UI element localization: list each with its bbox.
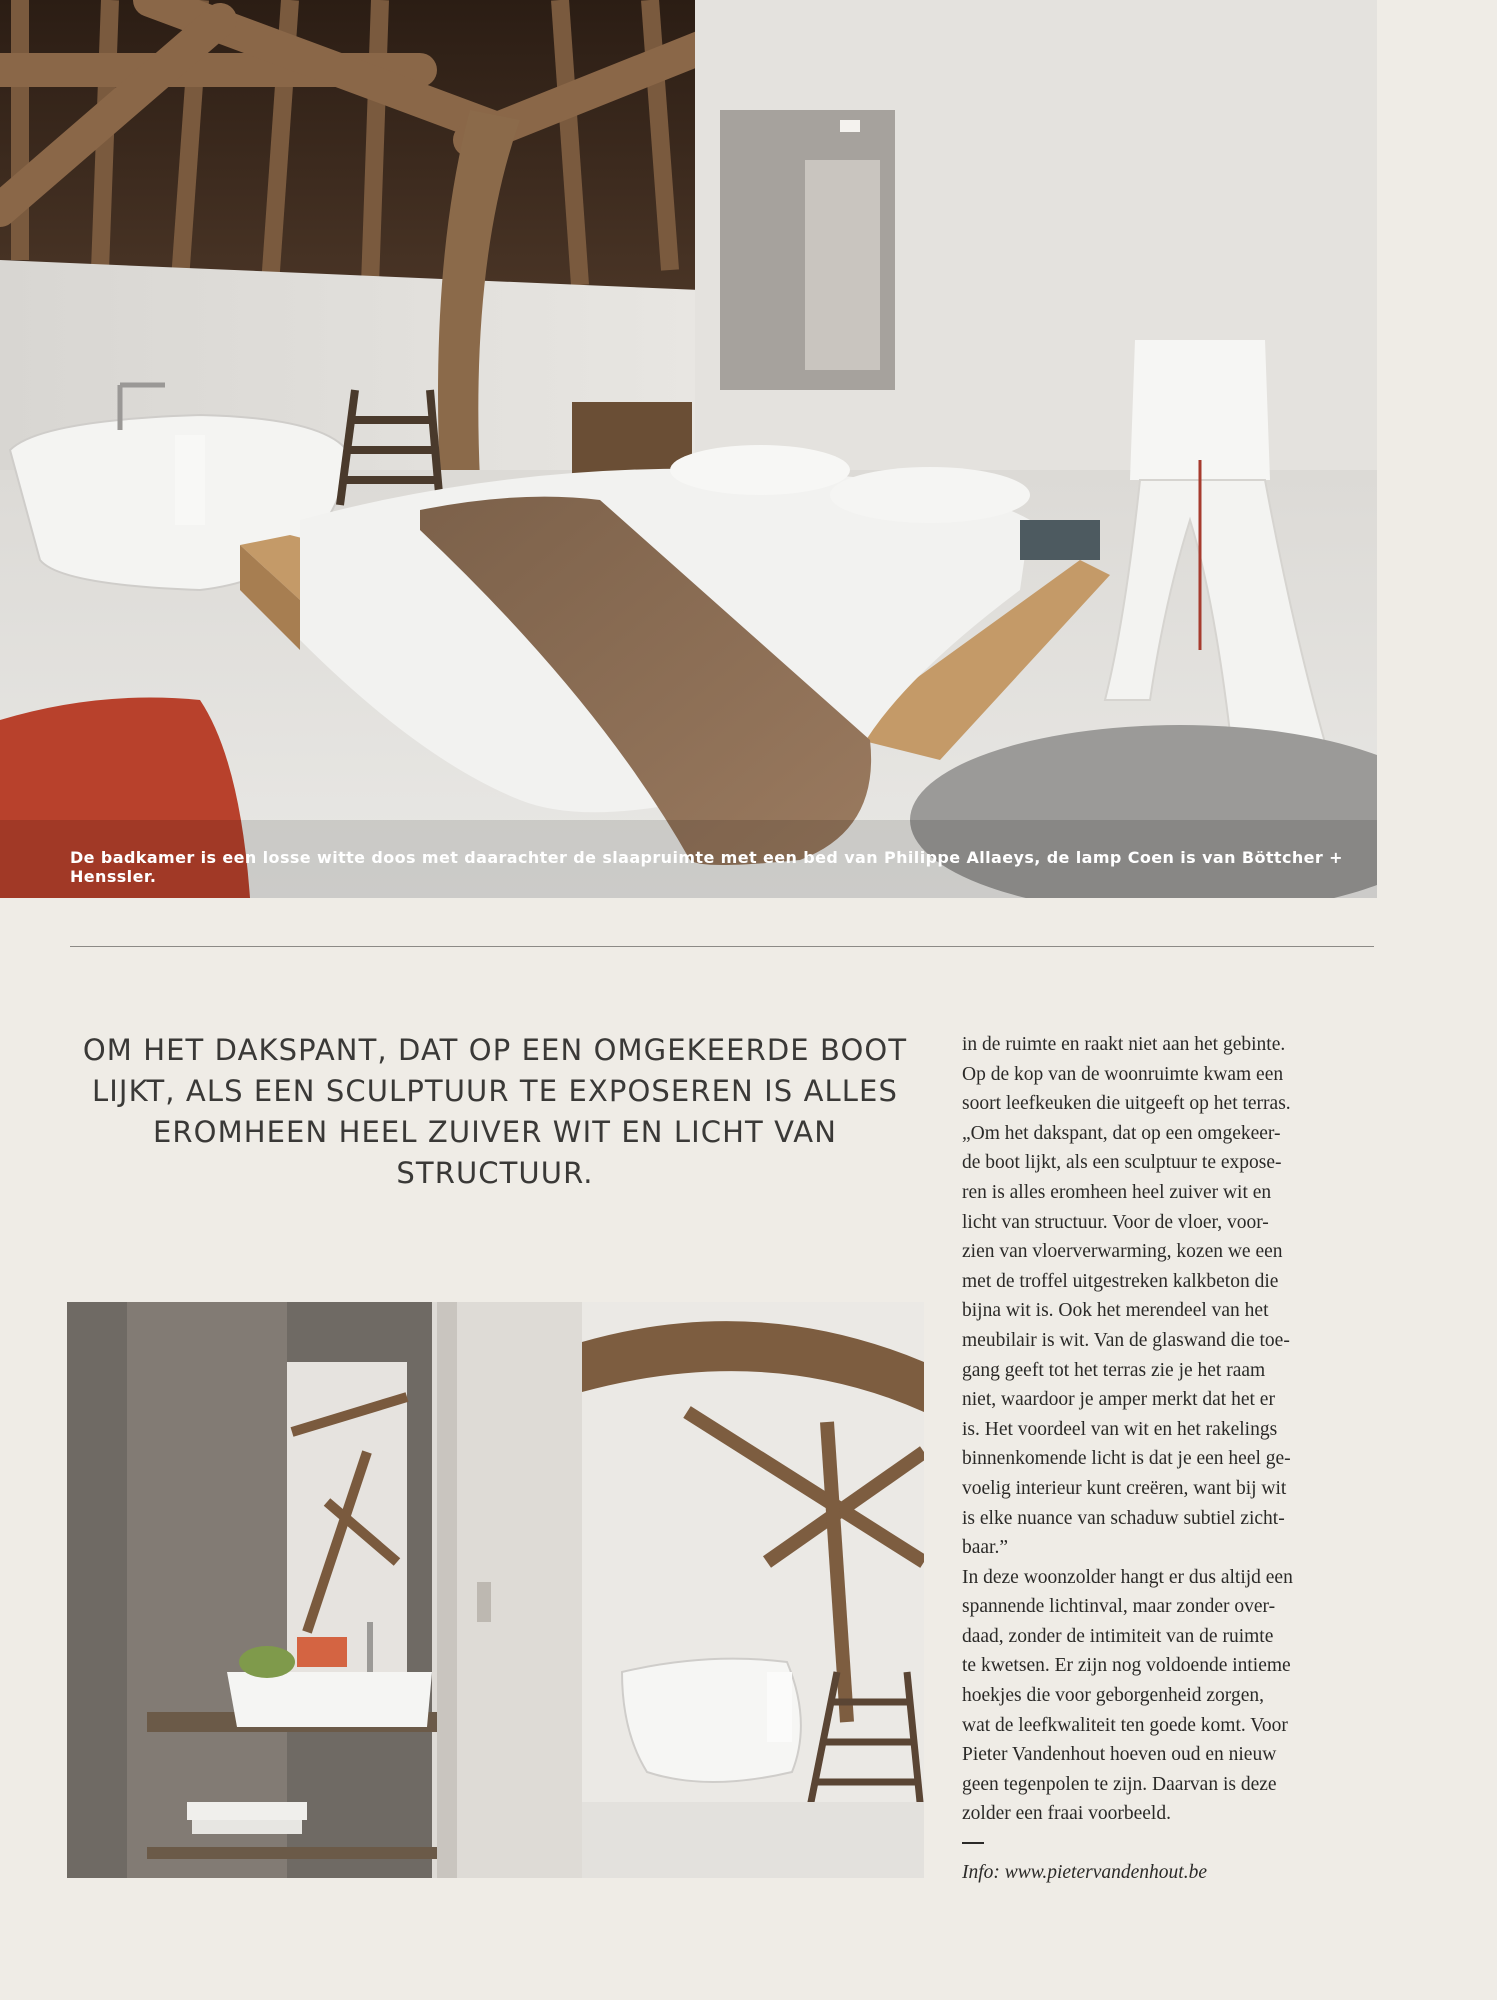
- body-line: is elke nuance van schaduw subtiel zicht-: [962, 1507, 1285, 1529]
- divider-rule: [70, 946, 1374, 947]
- body-line: ren is alles eromheen heel zuiver wit en: [962, 1181, 1272, 1203]
- body-line: met de troffel uitgestreken kalkbeton die: [962, 1270, 1279, 1292]
- article-paragraph: [962, 1563, 1372, 1829]
- body-line: niet, waardoor je amper merkt dat het er: [962, 1389, 1275, 1411]
- body-line: in de ruimte en raakt niet aan het gebinte.: [962, 1034, 1286, 1055]
- body-line: binnenkomende licht is dat je een heel ge-: [962, 1448, 1291, 1470]
- pull-quote-line: LIJKT, ALS EEN SCULPTUUR TE EXPOSEREN IS ALLES: [92, 1074, 898, 1108]
- body-line: hoekjes die voor geborgenheid zorgen,: [962, 1685, 1264, 1707]
- pull-quote: [70, 1030, 920, 1194]
- body-line: „Om het dakspant, dat op een omgekeer-: [962, 1122, 1281, 1144]
- bathroom-attic-photo: [67, 1302, 924, 1878]
- body-line: daad, zonder de intimiteit van de ruimte: [962, 1625, 1274, 1647]
- end-dash: [962, 1842, 984, 1844]
- body-line: de boot lijkt, als een sculptuur te expose-: [962, 1152, 1282, 1174]
- body-line: wat de leefkwaliteit ten goede komt. Voor: [962, 1714, 1288, 1736]
- body-line: geen tegenpolen te zijn. Daarvan is deze: [962, 1773, 1277, 1795]
- body-line: bijna wit is. Ook het merendeel van het: [962, 1300, 1269, 1322]
- body-line: voelig interieur kunt creëren, want bij wit: [962, 1477, 1287, 1499]
- body-line: In deze woonzolder hangt er dus altijd een: [962, 1566, 1293, 1588]
- bedroom-attic-photo: [0, 0, 1377, 898]
- info-link[interactable]: Info: www.pietervandenhout.be: [962, 1862, 1207, 1883]
- article-paragraph: [962, 1030, 1372, 1563]
- body-line: gang geeft tot het terras zie je het raam: [962, 1359, 1266, 1381]
- article-body: [962, 1030, 1372, 1829]
- body-line: soort leefkeuken die uitgeeft op het terras.: [962, 1093, 1291, 1115]
- body-line: licht van structuur. Voor de vloer, voor-: [962, 1211, 1269, 1233]
- body-line: te kwetsen. Er zijn nog voldoende intieme: [962, 1655, 1291, 1677]
- pull-quote-line: STRUCTUUR.: [396, 1156, 594, 1190]
- body-line: zien van vloerverwarming, kozen we een: [962, 1241, 1283, 1263]
- body-line: baar.”: [962, 1537, 1009, 1559]
- photo-caption: De badkamer is een losse witte doos met daarachter de slaapruimte met een bed van Philippe Allaeys, de lamp Coen is van Böttcher + Henssler.: [70, 848, 1343, 886]
- body-line: is. Het voordeel van wit en het rakelings: [962, 1418, 1278, 1440]
- body-line: zolder een fraai voorbeeld.: [962, 1803, 1171, 1825]
- pull-quote-line: OM HET DAKSPANT, DAT OP EEN OMGEKEERDE BOOT: [82, 1033, 908, 1067]
- body-line: Pieter Vandenhout hoeven oud en nieuw: [962, 1744, 1277, 1766]
- body-line: spannende lichtinval, maar zonder over-: [962, 1596, 1276, 1618]
- body-line: meubilair is wit. Van de glaswand die toe-: [962, 1329, 1290, 1351]
- pull-quote-line: EROMHEEN HEEL ZUIVER WIT EN LICHT VAN: [153, 1115, 837, 1149]
- body-line: Op de kop van de woonruimte kwam een: [962, 1063, 1284, 1085]
